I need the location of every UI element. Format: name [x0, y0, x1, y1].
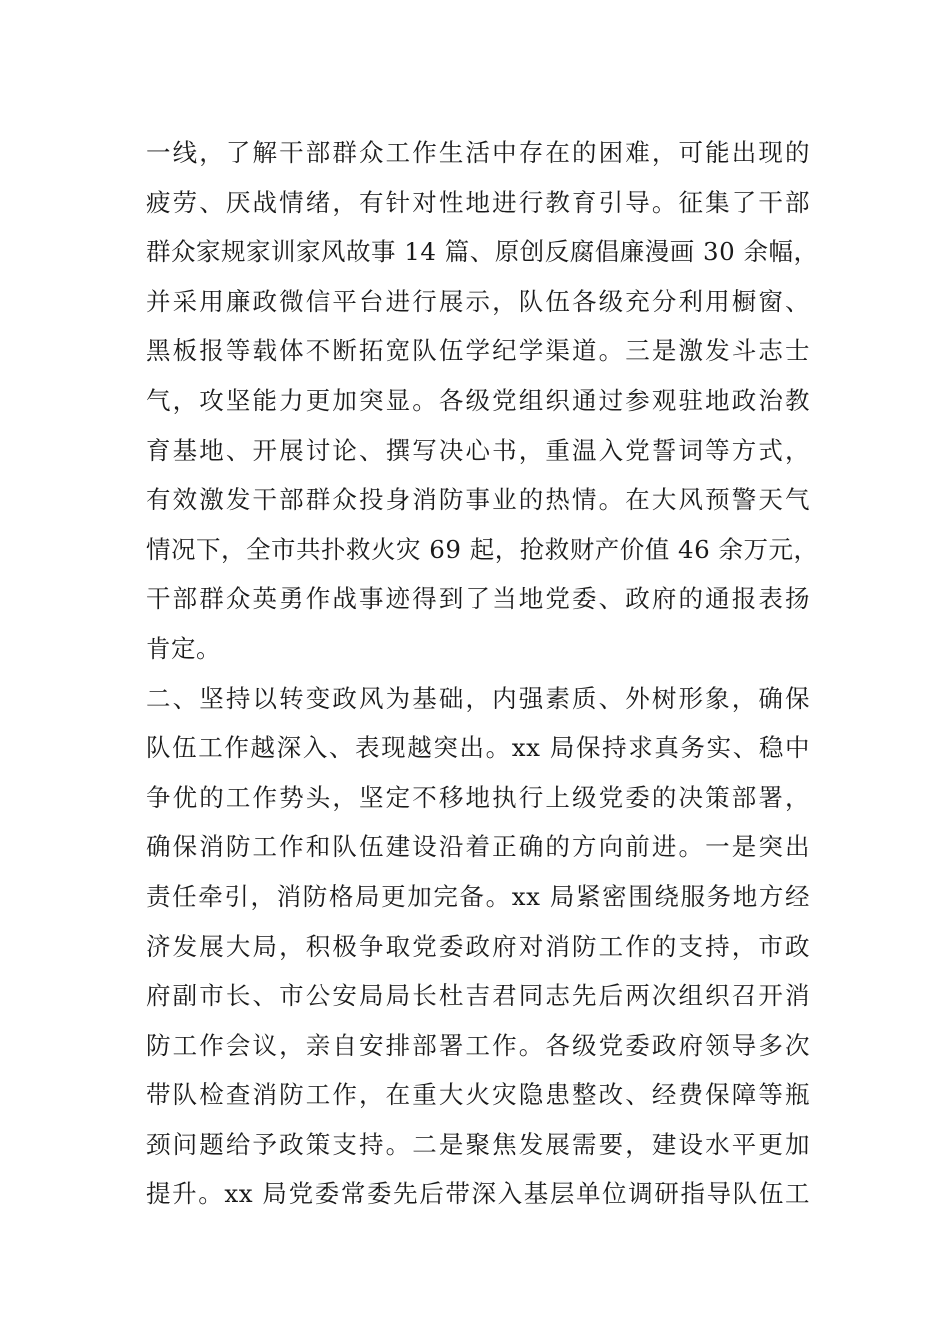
text-line-18: 府副市长、市公安局局长杜吉君同志先后两次组织召开消 [146, 981, 810, 1011]
text-line-7: 育基地、开展讨论、撰写决心书，重温入党誓词等方式， [146, 435, 810, 465]
text-line-15: 确保消防工作和队伍建设沿着正确的方向前进。一是突出 [146, 832, 810, 862]
text-line-9: 情况下，全市共扑救火灾 69 起，抢救财产价值 46 余万元， [146, 534, 819, 564]
text-line-20: 带队检查消防工作，在重大火灾隐患整改、经费保障等瓶 [146, 1080, 810, 1110]
text-line-12: 二、坚持以转变政风为基础，内强素质、外树形象，确保 [146, 683, 810, 713]
text-line-19: 防工作会议，亲自安排部署工作。各级党委政府领导多次 [146, 1030, 810, 1060]
text-line-21: 颈问题给予政策支持。二是聚焦发展需要，建设水平更加 [146, 1129, 810, 1159]
text-line-2: 疲劳、厌战情绪，有针对性地进行教育引导。征集了干部 [146, 187, 810, 217]
text-line-5: 黑板报等载体不断拓宽队伍学纪学渠道。三是激发斗志士 [146, 336, 810, 366]
text-line-3: 群众家规家训家风故事 14 篇、原创反腐倡廉漫画 30 余幅， [146, 237, 819, 267]
text-line-6: 气，攻坚能力更加突显。各级党组织通过参观驻地政治教 [146, 385, 810, 415]
text-line-4: 并采用廉政微信平台进行展示，队伍各级充分利用橱窗、 [146, 286, 810, 316]
text-line-14: 争优的工作势头，坚定不移地执行上级党委的决策部署， [146, 782, 810, 812]
text-line-1: 一线，了解干部群众工作生活中存在的困难，可能出现的 [146, 138, 810, 167]
text-line-16: 责任牵引，消防格局更加完备。xx 局紧密围绕服务地方经 [146, 881, 810, 911]
text-line-17: 济发展大局，积极争取党委政府对消防工作的支持，市政 [146, 931, 810, 961]
text-line-13: 队伍工作越深入、表现越突出。xx 局保持求真务实、稳中 [146, 733, 810, 763]
text-line-8: 有效激发干部群众投身消防事业的热情。在大风预警天气 [146, 485, 810, 515]
text-line-11: 肯定。 [146, 633, 221, 663]
text-line-10: 干部群众英勇作战事迹得到了当地党委、政府的通报表扬 [146, 584, 810, 614]
text-line-22: 提升。xx 局党委常委先后带深入基层单位调研指导队伍工 [146, 1179, 810, 1209]
body-text [146, 128, 819, 1219]
